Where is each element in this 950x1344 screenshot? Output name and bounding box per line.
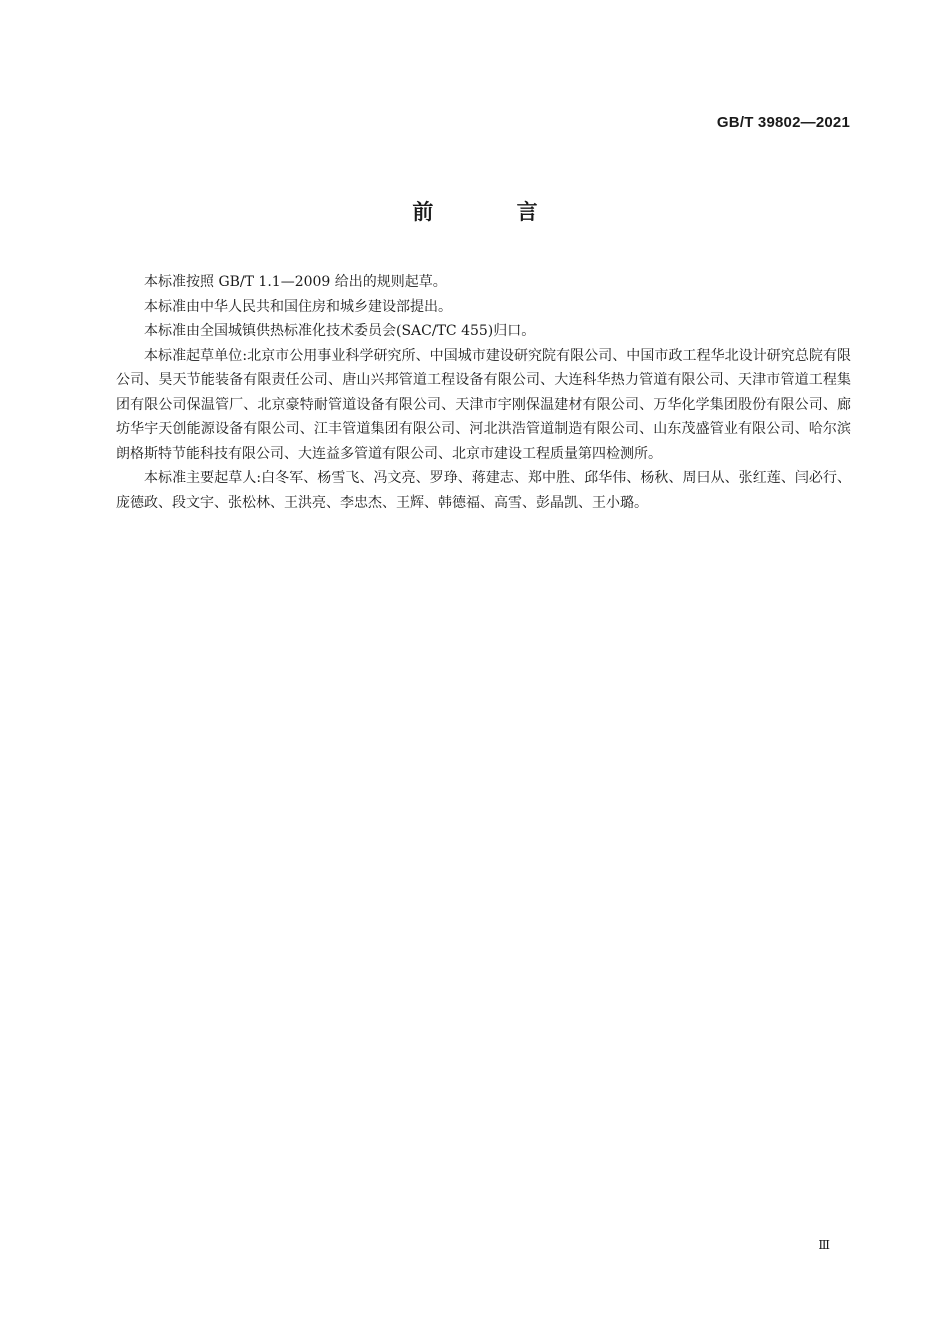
paragraph-proposer: 本标准由中华人民共和国住房和城乡建设部提出。 (144, 298, 452, 315)
standard-number: GB/T 39802—2021 (716, 114, 850, 131)
paragraph-drafting-rules: 本标准按照 GB/T 1.1—2009 给出的规则起草。 (144, 274, 447, 290)
foreword-body (116, 270, 851, 515)
paragraph-drafters: 本标准主要起草人:白冬军、杨雪飞、冯文亮、罗琤、蒋建志、郑中胜、邱华伟、杨秋、周曰从、张红莲、闫必行、庞德政、段文宇、张松林、王洪亮、李忠杰、王辉、韩德福、高雪、彭晶凯、王小璐。 (116, 470, 851, 511)
paragraph-committee: 本标准由全国城镇供热标准化技术委员会(SAC/TC 455)归口。 (144, 323, 536, 339)
paragraph-drafting-units: 本标准起草单位:北京市公用事业科学研究所、中国城市建设研究院有限公司、中国市政工程华北设计研究总院有限公司、昊天节能装备有限责任公司、唐山兴邦管道工程设备有限公司、大连科华热力管道有限公司、天津市管道工程集团有限公司保温管厂、北京豪特耐管道设备有限公司、天津市宇刚保温建材有限公司、万华化学集团股份有限公司、廊坊华宇天创能源设备有限公司、江丰管道集团有限公司、河北洪浩管道制造有限公司、山东茂盛管业有限公司、哈尔滨朗格斯特节能科技有限公司、大连益多管道有限公司、北京市建设工程质量第四检测所。 (116, 347, 851, 462)
page-number: Ⅲ (818, 1238, 830, 1252)
page-title: 前 言 (412, 200, 576, 224)
